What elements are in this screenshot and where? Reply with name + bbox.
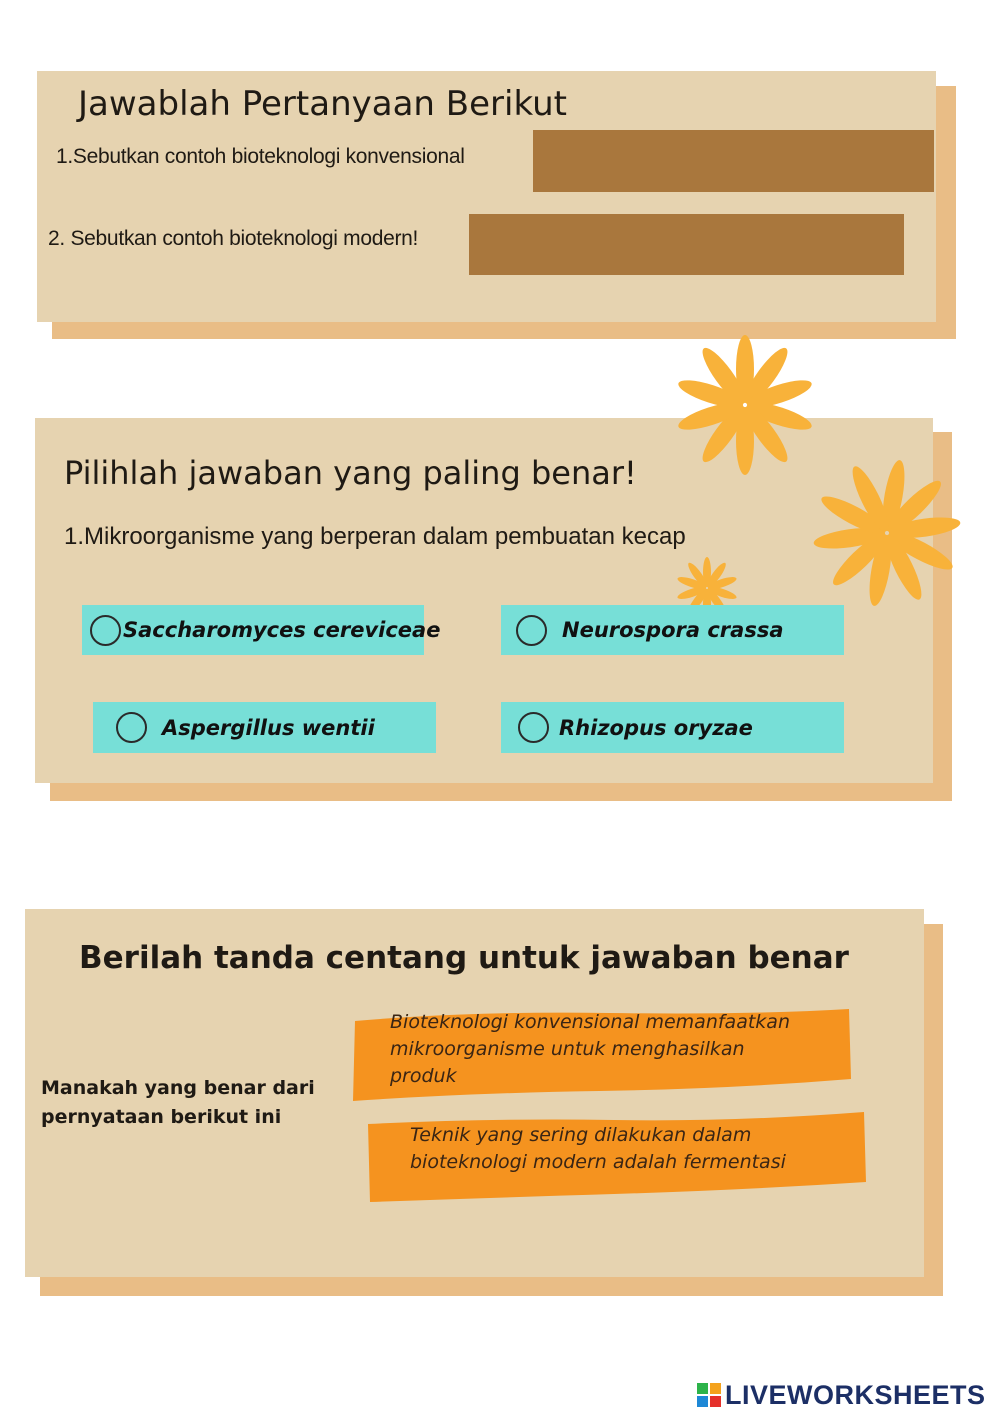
- statement-1-checkbox[interactable]: [349, 1005, 854, 1105]
- section2-question: [64, 523, 686, 551]
- section2-title: Pilihlah jawaban yang paling benar!: [64, 454, 637, 492]
- section3-title: Berilah tanda centang untuk jawaban benar: [79, 940, 849, 976]
- statement-2-text: [410, 1122, 850, 1176]
- question-1-number: 1.: [56, 145, 73, 168]
- question-2-number: 2.: [48, 227, 65, 250]
- statement-1-line2: mikroorganisme untuk menghasilkan: [390, 1038, 745, 1060]
- section3-prompt-line1: Manakah yang benar dari: [41, 1077, 315, 1099]
- statement-1-line1: Bioteknologi konvensional memanfaatkan: [390, 1011, 790, 1033]
- option-neurospora[interactable]: [501, 605, 844, 655]
- logo-text: LIVEWORKSHEETS: [725, 1379, 986, 1410]
- radio-circle-icon[interactable]: [516, 615, 547, 646]
- statement-2-line2: bioteknologi modern adalah fermentasi: [410, 1151, 786, 1173]
- section1-title: Jawablah Pertanyaan Berikut: [78, 84, 567, 124]
- radio-circle-icon[interactable]: [518, 712, 549, 743]
- flower-decoration-large: [670, 335, 820, 475]
- question-1-text: Sebutkan contoh bioteknologi konvensional: [72, 145, 465, 168]
- option-label: Rhizopus oryzae: [559, 715, 753, 740]
- statement-2-checkbox[interactable]: [364, 1110, 869, 1205]
- question-1-answer-input[interactable]: [533, 130, 934, 192]
- question-1-label: [56, 145, 465, 169]
- option-label: Saccharomyces cereviceae: [123, 618, 441, 642]
- radio-circle-icon[interactable]: [90, 615, 121, 646]
- option-aspergillus[interactable]: [93, 702, 436, 753]
- statement-1-text: [390, 1009, 830, 1090]
- flower-decoration-right: [812, 458, 962, 608]
- option-saccharomyces[interactable]: [82, 605, 441, 655]
- question-2-label: [48, 227, 418, 251]
- section3-prompt: [41, 1074, 341, 1132]
- liveworksheets-logo: [697, 1378, 986, 1412]
- option-label: Aspergillus wentii: [162, 715, 375, 740]
- radio-circle-icon[interactable]: [116, 712, 147, 743]
- liveworksheets-logo-icon: [697, 1383, 721, 1407]
- option-label: Neurospora crassa: [562, 618, 784, 642]
- section2-question-number: 1.: [64, 523, 85, 550]
- option-rhizopus[interactable]: [501, 702, 844, 753]
- question-2-text: Sebutkan contoh bioteknologi modern!: [70, 227, 419, 250]
- question-2-answer-input[interactable]: [469, 214, 904, 275]
- section2-question-text: Mikroorganisme yang berperan dalam pembuatan kecap: [84, 523, 686, 550]
- statement-2-line1: Teknik yang sering dilakukan dalam: [410, 1124, 752, 1146]
- statement-1-line3: produk: [390, 1065, 457, 1087]
- section3-prompt-line2: pernyataan berikut ini: [41, 1106, 282, 1128]
